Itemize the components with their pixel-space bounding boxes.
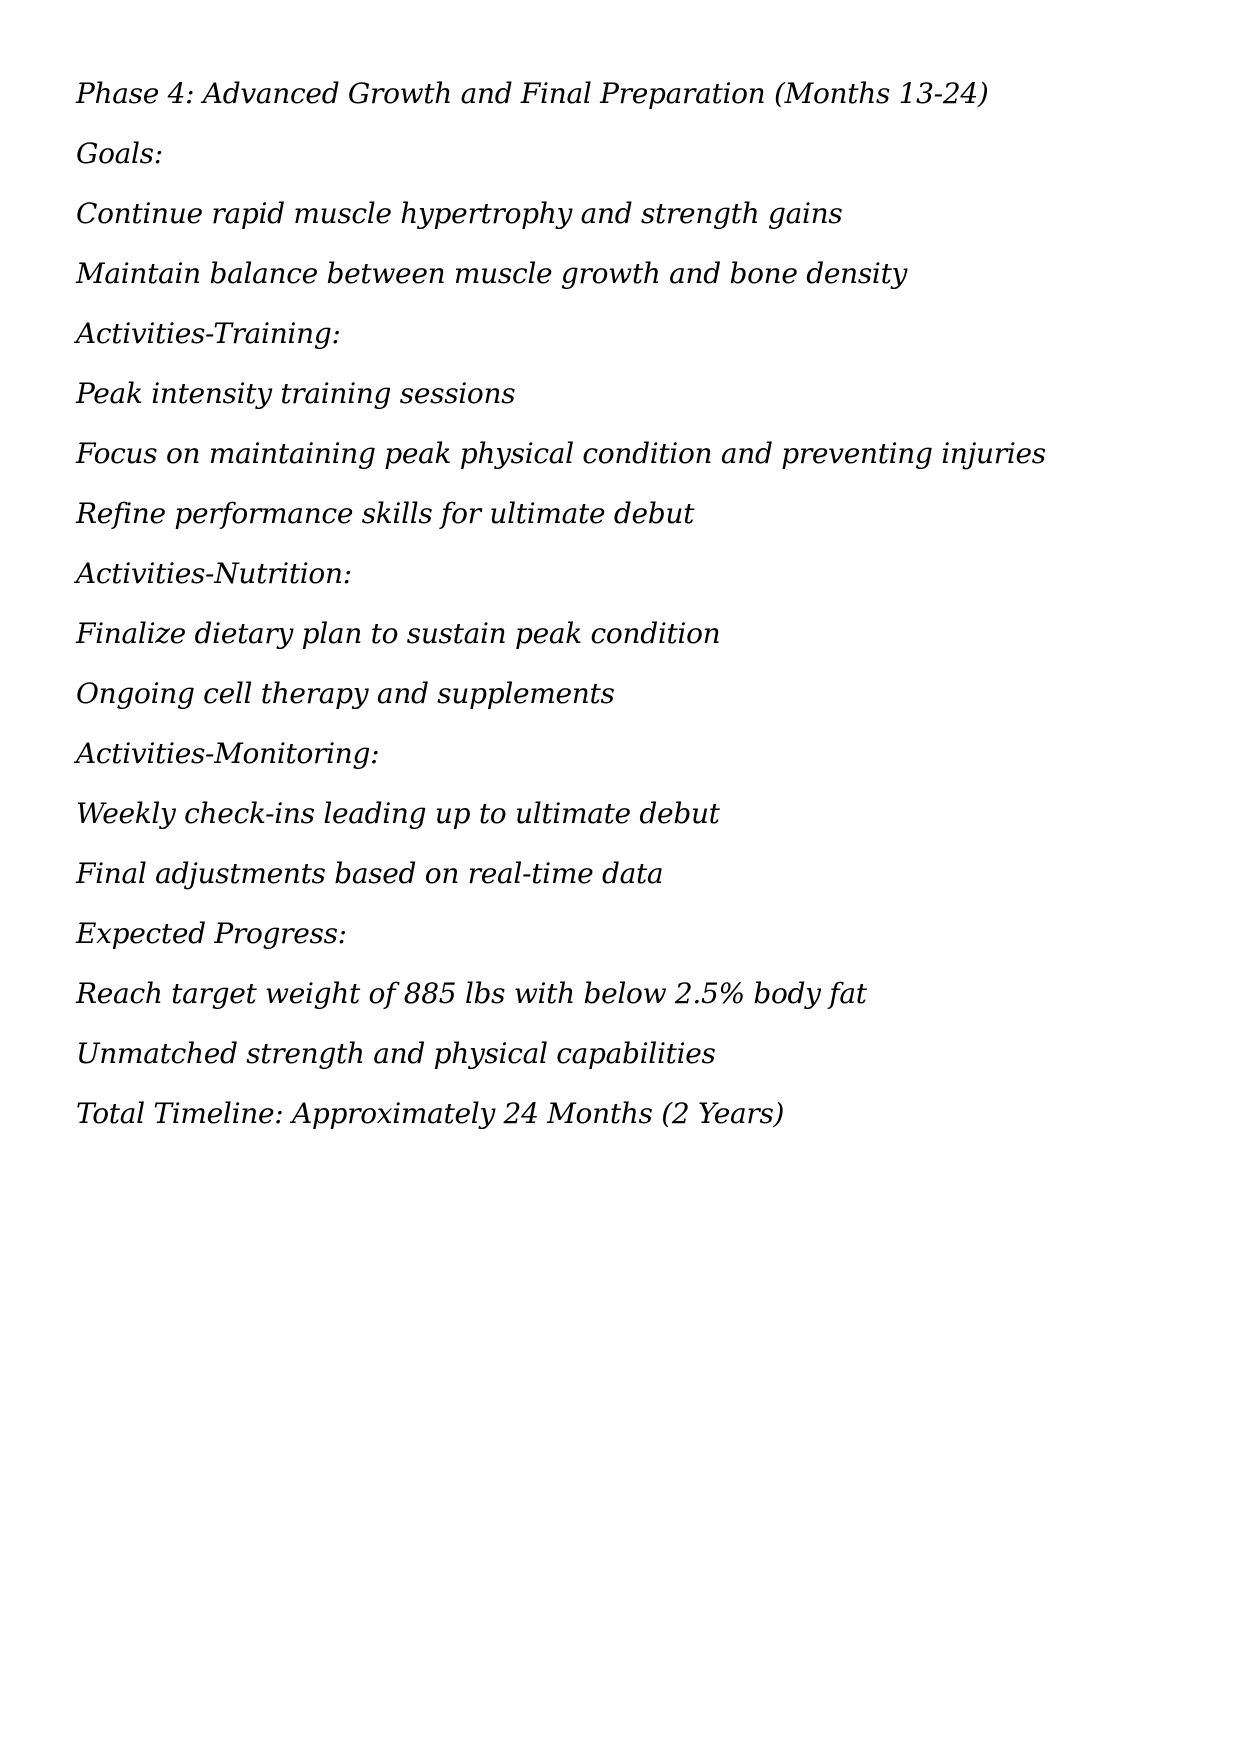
training-item: Peak intensity training sessions: [76, 377, 516, 410]
nutrition-item: Finalize dietary plan to sustain peak condition: [76, 617, 721, 650]
phase-heading: Phase 4: Advanced Growth and Final Preparation (Months 13-24): [76, 77, 989, 110]
nutrition-item: Ongoing cell therapy and supplements: [76, 677, 615, 710]
document-body: [76, 64, 1176, 1144]
training-item: Focus on maintaining peak physical condition and preventing injuries: [76, 437, 1046, 470]
progress-heading: Expected Progress:: [76, 917, 347, 950]
monitoring-item: Final adjustments based on real-time data: [76, 857, 664, 890]
training-heading: Activities-Training:: [76, 317, 341, 350]
goals-heading: Goals:: [76, 137, 163, 170]
nutrition-heading: Activities-Nutrition:: [76, 557, 352, 590]
goal-item: Maintain balance between muscle growth and bone density: [76, 257, 908, 290]
monitoring-item: Weekly check-ins leading up to ultimate debut: [76, 797, 720, 830]
training-item: Refine performance skills for ultimate debut: [76, 497, 695, 530]
progress-item: Unmatched strength and physical capabilities: [76, 1037, 716, 1070]
goal-item: Continue rapid muscle hypertrophy and strength gains: [76, 197, 843, 230]
monitoring-heading: Activities-Monitoring:: [76, 737, 380, 770]
progress-item: Reach target weight of 885 lbs with below 2.5% body fat: [76, 977, 867, 1010]
total-timeline: Total Timeline: Approximately 24 Months (2 Years): [76, 1097, 785, 1130]
